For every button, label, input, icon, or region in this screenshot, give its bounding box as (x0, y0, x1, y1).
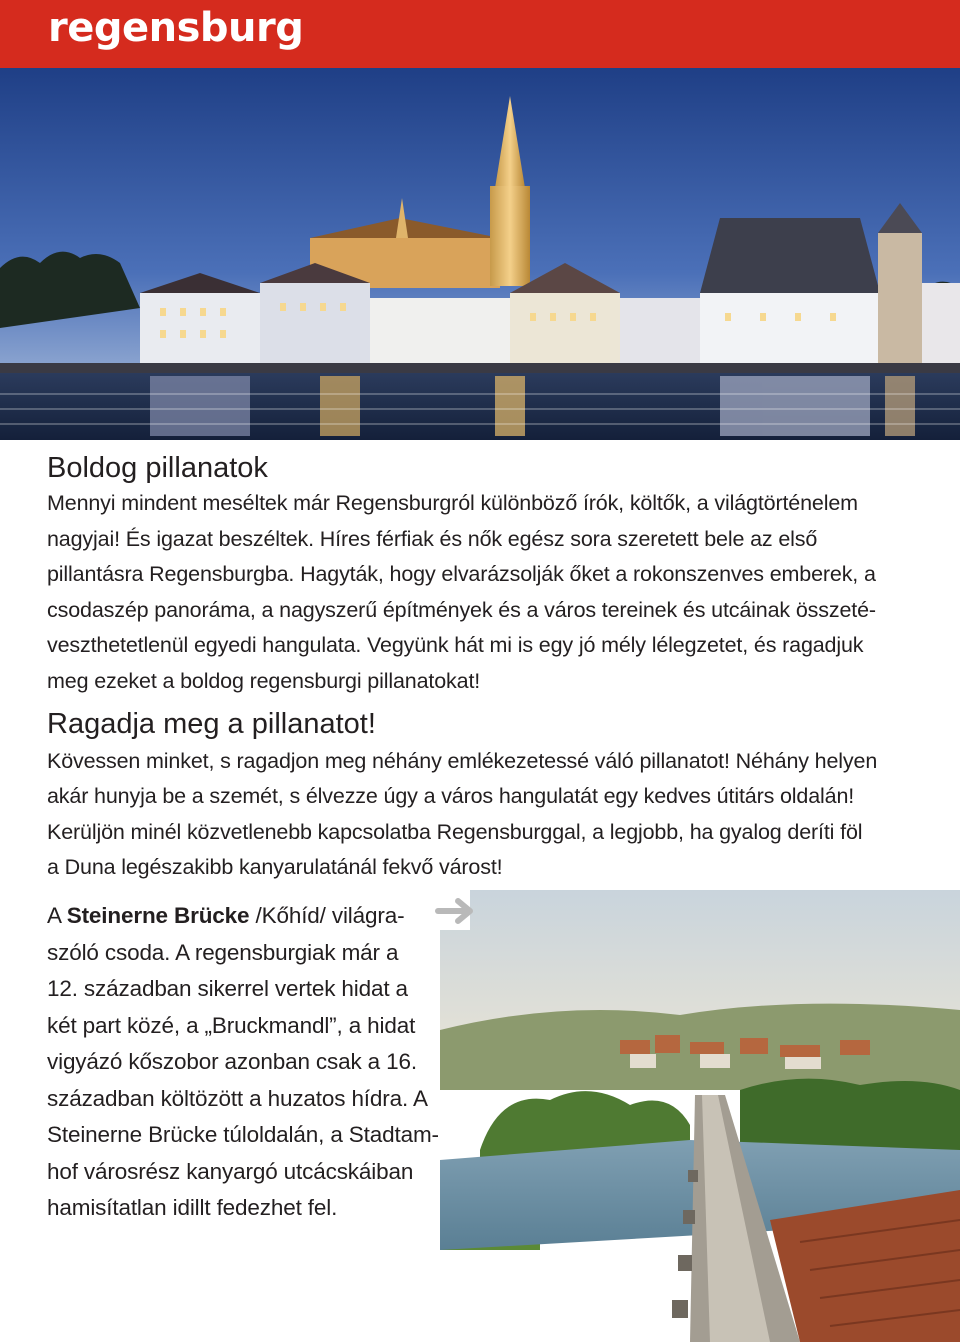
text-line: vigyázó kőszobor azonban csak a 16. (47, 1049, 417, 1074)
second-paragraph (47, 744, 957, 886)
text-line: Kerüljön minél közvetlenebb kapcsolatba Regensburggal, a legjobb, ha gyalog deríti föl (47, 819, 863, 844)
text-line: csodaszép panoráma, a nagyszerű építmények és a város tereinek és utcáinak összeté- (47, 597, 876, 622)
text-line-prefix: A (47, 903, 67, 928)
page-title: regensburg (48, 5, 304, 51)
cathedral-night-photo (0, 68, 960, 440)
bridge-paragraph (47, 898, 457, 1227)
text-line: pillantásra Regensburgba. Hagyták, hogy elvarázsolják őket a rokonszenves emberek, a (47, 562, 876, 587)
text-line: akár hunyja be a szemét, s élvezze úgy a város hangulatát egy kedves útitárs oldalán! (47, 784, 855, 809)
text-line: veszthetetlenül egyedi hangulata. Vegyünk hát mi is egy jó mély lélegzetet, és ragadjuk (47, 633, 864, 658)
text-line: Kövessen minket, s ragadjon meg néhány emlékezetessé váló pillanatot! Néhány helyen (47, 748, 878, 773)
text-line: hamisítatlan idillt fedezhet fel. (47, 1195, 338, 1220)
main-content (47, 450, 957, 886)
bridge-photo (440, 890, 960, 1342)
text-line: szóló csoda. A regensburgiak már a (47, 939, 399, 965)
text-line: meg ezeket a boldog regensburgi pillanatokat! (47, 668, 481, 693)
text-line: hof városrész kanyargó utcácskáiban (47, 1158, 414, 1184)
intro-paragraph (47, 486, 957, 700)
section-heading-ragadja-meg: Ragadja meg a pillanatot! (47, 707, 376, 740)
header-bar (0, 0, 960, 68)
stone-bridge-aerial-photo (440, 890, 960, 1342)
text-line: században költözött a huzatos hídra. A (47, 1085, 428, 1111)
text-line: 12. században sikerrel vertek hidat a (47, 976, 408, 1001)
bridge-name: Steinerne Brücke (66, 903, 250, 928)
text-line: Steinerne Brücke túloldalán, a Stadtam- (47, 1122, 439, 1147)
text-line: a Duna legészakibb kanyarulatánál fekvő várost! (47, 855, 503, 880)
text-line-suffix: /Kőhíd/ világra- (249, 903, 405, 928)
section-heading-boldog-pillanatok: Boldog pillanatok (47, 452, 268, 484)
text-line: nagyjai! És igazat beszéltek. Híres férfiak és nők egész sora szeretett bele az első (47, 526, 818, 551)
hero-photo (0, 68, 960, 440)
text-line: két part közé, a „Bruckmandl”, a hidat (47, 1012, 416, 1038)
text-line: Mennyi mindent meséltek már Regensburgról különböző írók, költők, a világtörténelem (47, 491, 858, 515)
